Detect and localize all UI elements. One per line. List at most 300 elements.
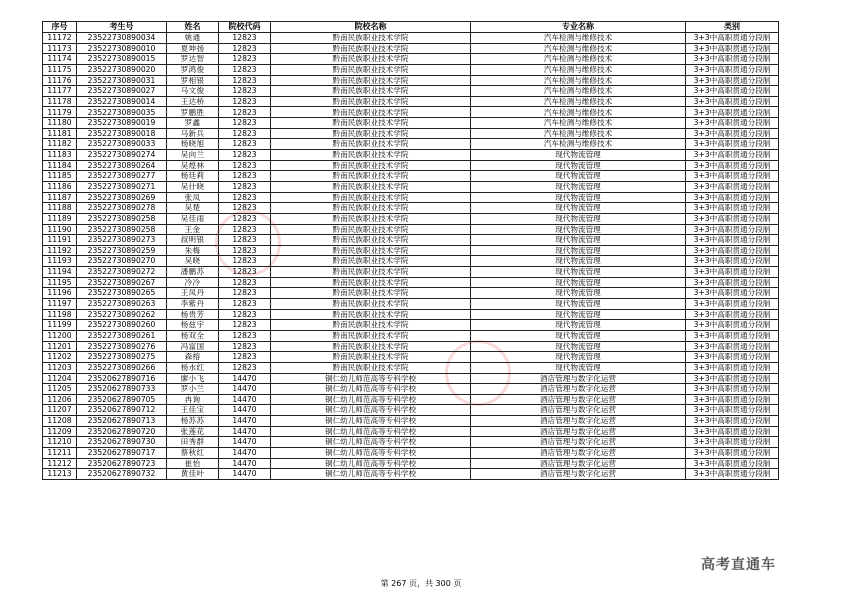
cell-school-code: 12823 (219, 54, 271, 65)
cell-index: 11203 (43, 362, 77, 373)
cell-exam-id: 23522730890033 (77, 139, 167, 150)
cell-category: 3+3中高职贯通分段制 (686, 192, 779, 203)
cell-school-name: 黔南民族职业技术学院 (271, 213, 471, 224)
table-row (43, 277, 779, 288)
cell-major: 汽车检测与维修技术 (471, 75, 686, 86)
cell-name: 杨贵芳 (167, 309, 219, 320)
cell-school-name: 黔南民族职业技术学院 (271, 277, 471, 288)
cell-category: 3+3中高职贯通分段制 (686, 96, 779, 107)
cell-index: 11185 (43, 171, 77, 182)
cell-school-code: 12823 (219, 139, 271, 150)
table-row (43, 54, 779, 65)
table-row (43, 256, 779, 267)
cell-exam-id: 23522730890265 (77, 288, 167, 299)
table-row (43, 384, 779, 395)
cell-category: 3+3中高职贯通分段制 (686, 373, 779, 384)
cell-major: 酒店管理与数字化运营 (471, 437, 686, 448)
cell-index: 11181 (43, 128, 77, 139)
table-row (43, 267, 779, 278)
cell-school-code: 12823 (219, 203, 271, 214)
table-header-row (43, 22, 779, 33)
col-header-school-code: 院校代码 (219, 22, 271, 33)
cell-school-name: 铜仁幼儿师范高等专科学校 (271, 373, 471, 384)
cell-exam-id: 23522730890264 (77, 160, 167, 171)
table-row (43, 107, 779, 118)
cell-name: 廖小飞 (167, 373, 219, 384)
cell-school-code: 12823 (219, 128, 271, 139)
cell-major: 现代物流管理 (471, 299, 686, 310)
cell-major: 现代物流管理 (471, 245, 686, 256)
cell-school-name: 黔南民族职业技术学院 (271, 330, 471, 341)
cell-index: 11201 (43, 341, 77, 352)
cell-category: 3+3中高职贯通分段制 (686, 64, 779, 75)
cell-exam-id: 23522730890258 (77, 213, 167, 224)
cell-index: 11198 (43, 309, 77, 320)
table-row (43, 33, 779, 44)
col-header-name: 姓名 (167, 22, 219, 33)
cell-school-name: 黔南民族职业技术学院 (271, 192, 471, 203)
cell-exam-id: 23520627890730 (77, 437, 167, 448)
cell-exam-id: 23520627890723 (77, 458, 167, 469)
cell-school-code: 12823 (219, 235, 271, 246)
cell-category: 3+3中高职贯通分段制 (686, 128, 779, 139)
cell-major: 酒店管理与数字化运营 (471, 426, 686, 437)
cell-index: 11189 (43, 213, 77, 224)
cell-name: 蔡秋红 (167, 447, 219, 458)
cell-category: 3+3中高职贯通分段制 (686, 309, 779, 320)
cell-category: 3+3中高职贯通分段制 (686, 341, 779, 352)
cell-major: 现代物流管理 (471, 267, 686, 278)
table-row (43, 299, 779, 310)
table-row (43, 458, 779, 469)
cell-name: 李紫丹 (167, 299, 219, 310)
cell-category: 3+3中高职贯通分段制 (686, 405, 779, 416)
cell-major: 现代物流管理 (471, 160, 686, 171)
cell-exam-id: 23522730890259 (77, 245, 167, 256)
cell-exam-id: 23522730890019 (77, 118, 167, 129)
table-row (43, 86, 779, 97)
cell-school-name: 黔南民族职业技术学院 (271, 75, 471, 86)
cell-index: 11197 (43, 299, 77, 310)
cell-major: 汽车检测与维修技术 (471, 54, 686, 65)
cell-school-code: 12823 (219, 213, 271, 224)
cell-category: 3+3中高职贯通分段制 (686, 267, 779, 278)
cell-school-code: 12823 (219, 330, 271, 341)
table-row (43, 245, 779, 256)
cell-major: 酒店管理与数字化运营 (471, 405, 686, 416)
cell-major: 酒店管理与数字化运营 (471, 469, 686, 480)
page-footer: 第 267 页，共 300 页 (380, 579, 462, 588)
cell-school-name: 铜仁幼儿师范高等专科学校 (271, 426, 471, 437)
cell-school-name: 黔南民族职业技术学院 (271, 171, 471, 182)
cell-name: 马文俊 (167, 86, 219, 97)
cell-major: 汽车检测与维修技术 (471, 33, 686, 44)
cell-exam-id: 23520627890716 (77, 373, 167, 384)
cell-school-code: 14470 (219, 447, 271, 458)
cell-major: 现代物流管理 (471, 235, 686, 246)
cell-major: 现代物流管理 (471, 203, 686, 214)
cell-exam-id: 23522730890031 (77, 75, 167, 86)
cell-major: 酒店管理与数字化运营 (471, 373, 686, 384)
table-row (43, 447, 779, 458)
cell-category: 3+3中高职贯通分段制 (686, 107, 779, 118)
table-row (43, 203, 779, 214)
cell-major: 现代物流管理 (471, 213, 686, 224)
cell-exam-id: 23520627890733 (77, 384, 167, 395)
cell-index: 11187 (43, 192, 77, 203)
cell-index: 11184 (43, 160, 77, 171)
cell-school-code: 12823 (219, 181, 271, 192)
cell-school-name: 黔南民族职业技术学院 (271, 256, 471, 267)
cell-index: 11199 (43, 320, 77, 331)
cell-index: 11193 (43, 256, 77, 267)
cell-school-name: 黔南民族职业技术学院 (271, 235, 471, 246)
cell-exam-id: 23522730890014 (77, 96, 167, 107)
cell-index: 11210 (43, 437, 77, 448)
table-row (43, 171, 779, 182)
cell-index: 11205 (43, 384, 77, 395)
cell-index: 11206 (43, 394, 77, 405)
col-header-school-name: 院校名称 (271, 22, 471, 33)
cell-index: 11209 (43, 426, 77, 437)
cell-category: 3+3中高职贯通分段制 (686, 384, 779, 395)
cell-category: 3+3中高职贯通分段制 (686, 181, 779, 192)
table-row (43, 224, 779, 235)
cell-category: 3+3中高职贯通分段制 (686, 43, 779, 54)
table-row (43, 362, 779, 373)
cell-school-name: 黔南民族职业技术学院 (271, 64, 471, 75)
table-row (43, 352, 779, 363)
cell-index: 11194 (43, 267, 77, 278)
cell-school-code: 12823 (219, 288, 271, 299)
cell-name: 罗鹏胜 (167, 107, 219, 118)
cell-major: 酒店管理与数字化运营 (471, 416, 686, 427)
cell-index: 11183 (43, 150, 77, 161)
cell-school-name: 铜仁幼儿师范高等专科学校 (271, 384, 471, 395)
cell-index: 11174 (43, 54, 77, 65)
cell-category: 3+3中高职贯通分段制 (686, 171, 779, 182)
cell-school-name: 铜仁幼儿师范高等专科学校 (271, 447, 471, 458)
cell-school-name: 黔南民族职业技术学院 (271, 160, 471, 171)
cell-exam-id: 23522730890269 (77, 192, 167, 203)
cell-category: 3+3中高职贯通分段制 (686, 235, 779, 246)
cell-school-code: 12823 (219, 75, 271, 86)
table-row (43, 181, 779, 192)
table-row (43, 288, 779, 299)
cell-major: 汽车检测与维修技术 (471, 107, 686, 118)
cell-school-name: 黔南民族职业技术学院 (271, 352, 471, 363)
col-header-major: 专业名称 (471, 22, 686, 33)
cell-category: 3+3中高职贯通分段制 (686, 150, 779, 161)
cell-exam-id: 23522730890020 (77, 64, 167, 75)
cell-school-name: 黔南民族职业技术学院 (271, 362, 471, 373)
cell-major: 汽车检测与维修技术 (471, 96, 686, 107)
cell-exam-id: 23522730890272 (77, 267, 167, 278)
cell-exam-id: 23522730890263 (77, 299, 167, 310)
cell-category: 3+3中高职贯通分段制 (686, 245, 779, 256)
cell-major: 现代物流管理 (471, 256, 686, 267)
cell-school-name: 黔南民族职业技术学院 (271, 86, 471, 97)
cell-school-code: 12823 (219, 107, 271, 118)
table-row (43, 469, 779, 480)
cell-school-code: 12823 (219, 362, 271, 373)
cell-category: 3+3中高职贯通分段制 (686, 277, 779, 288)
cell-index: 11213 (43, 469, 77, 480)
cell-index: 11211 (43, 447, 77, 458)
cell-school-code: 12823 (219, 245, 271, 256)
cell-school-code: 12823 (219, 96, 271, 107)
cell-category: 3+3中高职贯通分段制 (686, 288, 779, 299)
table-row (43, 373, 779, 384)
cell-school-code: 14470 (219, 426, 271, 437)
cell-index: 11190 (43, 224, 77, 235)
cell-school-code: 14470 (219, 416, 271, 427)
table-row (43, 426, 779, 437)
table-row (43, 330, 779, 341)
cell-name: 王佳宝 (167, 405, 219, 416)
cell-category: 3+3中高职贯通分段制 (686, 362, 779, 373)
cell-school-code: 14470 (219, 469, 271, 480)
cell-category: 3+3中高职贯通分段制 (686, 299, 779, 310)
cell-major: 现代物流管理 (471, 320, 686, 331)
cell-name: 杨苏苏 (167, 416, 219, 427)
cell-major: 现代物流管理 (471, 224, 686, 235)
cell-school-name: 黔南民族职业技术学院 (271, 139, 471, 150)
cell-school-code: 12823 (219, 267, 271, 278)
cell-school-name: 铜仁幼儿师范高等专科学校 (271, 437, 471, 448)
table-row (43, 416, 779, 427)
cell-school-code: 14470 (219, 394, 271, 405)
cell-major: 现代物流管理 (471, 288, 686, 299)
cell-category: 3+3中高职贯通分段制 (686, 458, 779, 469)
cell-index: 11173 (43, 43, 77, 54)
cell-major: 现代物流管理 (471, 362, 686, 373)
cell-exam-id: 23522730890273 (77, 235, 167, 246)
cell-exam-id: 23522730890018 (77, 128, 167, 139)
cell-major: 汽车检测与维修技术 (471, 128, 686, 139)
brand-watermark: 高考直通车 (701, 557, 776, 573)
cell-school-code: 12823 (219, 320, 271, 331)
cell-name: 张莲花 (167, 426, 219, 437)
cell-index: 11202 (43, 352, 77, 363)
cell-category: 3+3中高职贯通分段制 (686, 426, 779, 437)
cell-school-name: 黔南民族职业技术学院 (271, 224, 471, 235)
cell-school-code: 12823 (219, 341, 271, 352)
table-row (43, 139, 779, 150)
cell-major: 汽车检测与维修技术 (471, 64, 686, 75)
cell-exam-id: 23520627890713 (77, 416, 167, 427)
table-row (43, 309, 779, 320)
cell-name: 杨廷莉 (167, 171, 219, 182)
cell-major: 汽车检测与维修技术 (471, 139, 686, 150)
cell-exam-id: 23522730890015 (77, 54, 167, 65)
cell-school-code: 12823 (219, 86, 271, 97)
cell-school-code: 12823 (219, 171, 271, 182)
cell-school-code: 12823 (219, 43, 271, 54)
cell-index: 11204 (43, 373, 77, 384)
cell-school-code: 12823 (219, 224, 271, 235)
table-row (43, 394, 779, 405)
table-row (43, 128, 779, 139)
cell-school-code: 12823 (219, 256, 271, 267)
cell-school-code: 12823 (219, 118, 271, 129)
cell-school-code: 12823 (219, 150, 271, 161)
cell-school-name: 铜仁幼儿师范高等专科学校 (271, 458, 471, 469)
cell-index: 11179 (43, 107, 77, 118)
cell-name: 吴向兰 (167, 150, 219, 161)
cell-name: 罗鑫 (167, 118, 219, 129)
cell-index: 11172 (43, 33, 77, 44)
cell-school-code: 12823 (219, 64, 271, 75)
cell-exam-id: 23522730890034 (77, 33, 167, 44)
cell-school-name: 黔南民族职业技术学院 (271, 267, 471, 278)
cell-name: 张凤 (167, 192, 219, 203)
cell-exam-id: 23522730890035 (77, 107, 167, 118)
table-row (43, 213, 779, 224)
cell-name: 吴煌林 (167, 160, 219, 171)
cell-school-name: 黔南民族职业技术学院 (271, 341, 471, 352)
cell-major: 现代物流管理 (471, 330, 686, 341)
cell-school-code: 14470 (219, 405, 271, 416)
cell-school-code: 12823 (219, 33, 271, 44)
cell-school-name: 黔南民族职业技术学院 (271, 309, 471, 320)
cell-exam-id: 23520627890732 (77, 469, 167, 480)
cell-exam-id: 23520627890720 (77, 426, 167, 437)
cell-index: 11196 (43, 288, 77, 299)
cell-exam-id: 23522730890270 (77, 256, 167, 267)
cell-major: 现代物流管理 (471, 171, 686, 182)
cell-school-name: 铜仁幼儿师范高等专科学校 (271, 405, 471, 416)
cell-exam-id: 23522730890010 (77, 43, 167, 54)
cell-school-code: 12823 (219, 352, 271, 363)
cell-index: 11192 (43, 245, 77, 256)
cell-name: 冉询 (167, 394, 219, 405)
cell-school-name: 黔南民族职业技术学院 (271, 181, 471, 192)
cell-name: 王凤丹 (167, 288, 219, 299)
cell-major: 现代物流管理 (471, 150, 686, 161)
cell-index: 11180 (43, 118, 77, 129)
cell-index: 11177 (43, 86, 77, 97)
cell-school-code: 14470 (219, 373, 271, 384)
cell-index: 11200 (43, 330, 77, 341)
cell-exam-id: 23522730890027 (77, 86, 167, 97)
cell-major: 现代物流管理 (471, 277, 686, 288)
cell-name: 王金 (167, 224, 219, 235)
table-row (43, 405, 779, 416)
cell-name: 杨水红 (167, 362, 219, 373)
cell-school-name: 黔南民族职业技术学院 (271, 299, 471, 310)
cell-school-code: 12823 (219, 160, 271, 171)
table-row (43, 192, 779, 203)
cell-major: 酒店管理与数字化运营 (471, 458, 686, 469)
cell-major: 现代物流管理 (471, 341, 686, 352)
table-row (43, 235, 779, 246)
cell-exam-id: 23522730890260 (77, 320, 167, 331)
cell-index: 11212 (43, 458, 77, 469)
cell-school-name: 黔南民族职业技术学院 (271, 203, 471, 214)
cell-major: 现代物流管理 (471, 181, 686, 192)
cell-category: 3+3中高职贯通分段制 (686, 330, 779, 341)
cell-index: 11186 (43, 181, 77, 192)
cell-name: 朱梅 (167, 245, 219, 256)
cell-category: 3+3中高职贯通分段制 (686, 33, 779, 44)
cell-category: 3+3中高职贯通分段制 (686, 224, 779, 235)
cell-exam-id: 23520627890712 (77, 405, 167, 416)
cell-category: 3+3中高职贯通分段制 (686, 320, 779, 331)
cell-school-name: 铜仁幼儿师范高等专科学校 (271, 416, 471, 427)
table-row (43, 75, 779, 86)
cell-name: 罗达智 (167, 54, 219, 65)
cell-category: 3+3中高职贯通分段制 (686, 75, 779, 86)
cell-index: 11208 (43, 416, 77, 427)
cell-exam-id: 23520627890717 (77, 447, 167, 458)
cell-exam-id: 23522730890258 (77, 224, 167, 235)
cell-index: 11175 (43, 64, 77, 75)
cell-category: 3+3中高职贯通分段制 (686, 352, 779, 363)
cell-name: 冷冷 (167, 277, 219, 288)
table-row (43, 64, 779, 75)
cell-index: 11191 (43, 235, 77, 246)
cell-category: 3+3中高职贯通分段制 (686, 213, 779, 224)
cell-name: 黄佳叶 (167, 469, 219, 480)
cell-name: 王达桥 (167, 96, 219, 107)
cell-category: 3+3中高职贯通分段制 (686, 160, 779, 171)
cell-school-name: 黔南民族职业技术学院 (271, 320, 471, 331)
cell-major: 酒店管理与数字化运营 (471, 447, 686, 458)
cell-school-code: 12823 (219, 309, 271, 320)
cell-category: 3+3中高职贯通分段制 (686, 416, 779, 427)
cell-name: 田秀群 (167, 437, 219, 448)
cell-name: 马新兵 (167, 128, 219, 139)
cell-exam-id: 23522730890262 (77, 309, 167, 320)
cell-major: 现代物流管理 (471, 352, 686, 363)
cell-name: 夏坤扬 (167, 43, 219, 54)
cell-index: 11207 (43, 405, 77, 416)
cell-index: 11188 (43, 203, 77, 214)
cell-school-code: 14470 (219, 384, 271, 395)
cell-school-code: 14470 (219, 437, 271, 448)
cell-name: 潘鹏苏 (167, 267, 219, 278)
table-row (43, 96, 779, 107)
cell-major: 现代物流管理 (471, 309, 686, 320)
col-header-category: 类别 (686, 22, 779, 33)
cell-school-code: 14470 (219, 458, 271, 469)
table-row (43, 160, 779, 171)
cell-school-name: 黔南民族职业技术学院 (271, 245, 471, 256)
cell-exam-id: 23522730890271 (77, 181, 167, 192)
cell-category: 3+3中高职贯通分段制 (686, 469, 779, 480)
cell-school-name: 黔南民族职业技术学院 (271, 288, 471, 299)
cell-school-name: 黔南民族职业技术学院 (271, 118, 471, 129)
table-row (43, 320, 779, 331)
table-row (43, 341, 779, 352)
cell-name: 叔明银 (167, 235, 219, 246)
cell-major: 汽车检测与维修技术 (471, 86, 686, 97)
cell-school-name: 黔南民族职业技术学院 (271, 128, 471, 139)
cell-name: 森榕 (167, 352, 219, 363)
cell-category: 3+3中高职贯通分段制 (686, 437, 779, 448)
cell-school-name: 黔南民族职业技术学院 (271, 150, 471, 161)
cell-major: 酒店管理与数字化运营 (471, 384, 686, 395)
cell-exam-id: 23522730890274 (77, 150, 167, 161)
cell-index: 11195 (43, 277, 77, 288)
cell-major: 汽车检测与维修技术 (471, 43, 686, 54)
cell-category: 3+3中高职贯通分段制 (686, 118, 779, 129)
cell-exam-id: 23522730890267 (77, 277, 167, 288)
table-body (43, 33, 779, 480)
cell-exam-id: 23522730890277 (77, 171, 167, 182)
cell-school-name: 铜仁幼儿师范高等专科学校 (271, 469, 471, 480)
